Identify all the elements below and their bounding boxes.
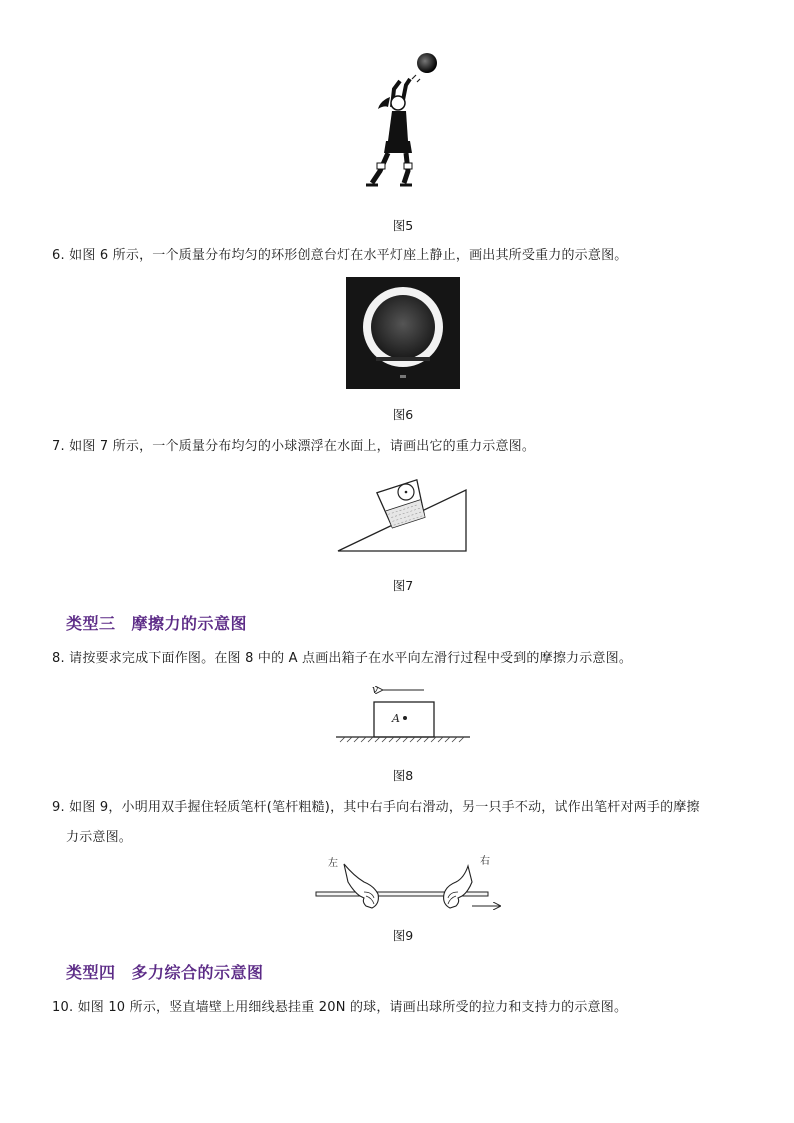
hands-pen-figure [314,852,504,916]
figure-7-caption: 图7 [392,578,414,593]
right-label: 右 [480,856,490,867]
figure-8-caption: 图8 [392,768,414,783]
section-3-type: 类型三 [66,614,116,633]
velocity-label: v [372,683,379,696]
volleyball [417,53,437,73]
section-4-title: 多力综合的示意图 [131,963,264,982]
sliding-box-figure [336,682,470,744]
section-heading-3 [66,611,247,634]
section-heading-4 [66,960,264,983]
question-10: 10. 如图 10 所示，竖直墙壁上用细线悬挂重 20N 的球，请画出球所受的拉力和支持力的示意图。 [52,1000,628,1015]
question-8: 8. 请按要求完成下面作图。在图 8 中的 A 点画出箱子在水平向左滑行过程中受到的摩擦力示意图。 [52,651,633,666]
volleyball-player-figure [350,45,450,195]
figure-9-caption: 图9 [392,928,414,943]
figure-5-caption: 图5 [392,218,414,233]
incline-cup-figure [336,475,472,555]
figure-6-caption: 图6 [392,407,414,422]
question-7: 7. 如图 7 所示，一个质量分布均匀的小球漂浮在水面上，请画出它的重力示意图。 [52,439,536,454]
point-a-label: A [392,712,400,725]
point-a [403,716,407,720]
question-9-line-2: 力示意图。 [66,830,133,845]
section-4-type: 类型四 [66,963,116,982]
section-3-title: 摩擦力的示意图 [131,614,248,633]
ring-lamp-figure [346,277,460,389]
question-6: 6. 如图 6 所示，一个质量分布均匀的环形创意台灯在水平灯座上静止，画出其所受重力的示意图。 [52,248,628,263]
question-9-line-1: 9. 如图 9，小明用双手握住轻质笔杆(笔杆粗糙)，其中右手向右滑动，另一只手不动，试作出笔杆对两手的摩擦 [52,800,700,815]
left-label: 左 [328,858,338,869]
